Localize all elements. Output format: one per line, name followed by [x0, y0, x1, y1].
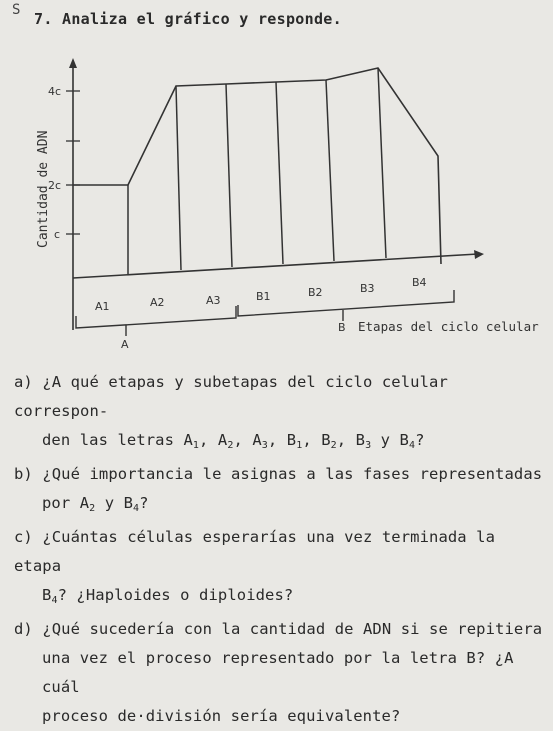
exercise-number: 7.: [34, 10, 53, 28]
phase-divider: [176, 86, 181, 270]
phase-label-b1: B1: [256, 290, 271, 303]
phase-label-b3: B3: [360, 282, 375, 295]
phase-label-a3: A3: [206, 294, 221, 307]
question-text-cont: proceso de·división sería equivalente?: [42, 707, 401, 725]
question-text: ¿Cuántas células esperarías una vez terminada la etapa: [14, 528, 496, 575]
question-text-cont: den las letras $A_1$, $A_2$, $A_3$, $B_1$, $B_2$, $B_3$ y $B_4$?: [42, 431, 425, 451]
question-label: a): [14, 373, 33, 391]
y-axis-arrow: [69, 58, 77, 68]
question-d: [14, 615, 544, 731]
question-text-cont: una vez el proceso representado por la letra B? ¿A cuál: [42, 649, 514, 696]
exercise-instruction: Analiza el gráfico y responde.: [62, 10, 342, 28]
x-axis: [73, 254, 478, 278]
question-label: d): [14, 620, 33, 638]
dna-chart: [0, 38, 553, 358]
phase-label-b4: B4: [412, 276, 427, 289]
question-text: ¿A qué etapas y subetapas del ciclo celular correspon-: [14, 373, 448, 420]
question-b: [14, 460, 544, 523]
phase-divider: [378, 68, 386, 258]
y-axis-label: Cantidad de ADN: [36, 130, 51, 248]
questions-list: [14, 368, 544, 731]
question-label: b): [14, 465, 33, 483]
y-tick-label-4c: 4c: [48, 85, 62, 98]
phase-divider: [276, 82, 283, 264]
x-axis-arrow: [474, 250, 484, 259]
phase-label-a1: A1: [95, 300, 110, 313]
x-axis-label: Etapas del ciclo celular: [358, 319, 539, 334]
question-text-cont: por $A_2$ y $B_4$?: [42, 494, 149, 514]
question-c: [14, 523, 544, 615]
phase-divider: [226, 84, 232, 267]
question-text-cont: $B_4$? ¿Haploides o diploides?: [42, 586, 294, 606]
phase-label-b2: B2: [308, 286, 323, 299]
exercise-title: [34, 10, 342, 28]
phase-label-a2: A2: [150, 296, 165, 309]
margin-mark: S: [12, 2, 21, 18]
y-tick-label-c: c: [54, 228, 61, 241]
question-text: ¿Qué importancia le asignas a las fases representadas: [42, 465, 543, 483]
phase-divider: [326, 80, 334, 261]
question-label: c): [14, 528, 33, 546]
y-tick-label-2c: 2c: [48, 179, 62, 192]
group-label-a: A: [121, 338, 129, 351]
question-a: [14, 368, 544, 460]
group-label-b: B: [338, 321, 346, 334]
question-text: ¿Qué sucedería con la cantidad de ADN si se repitiera: [42, 620, 543, 638]
